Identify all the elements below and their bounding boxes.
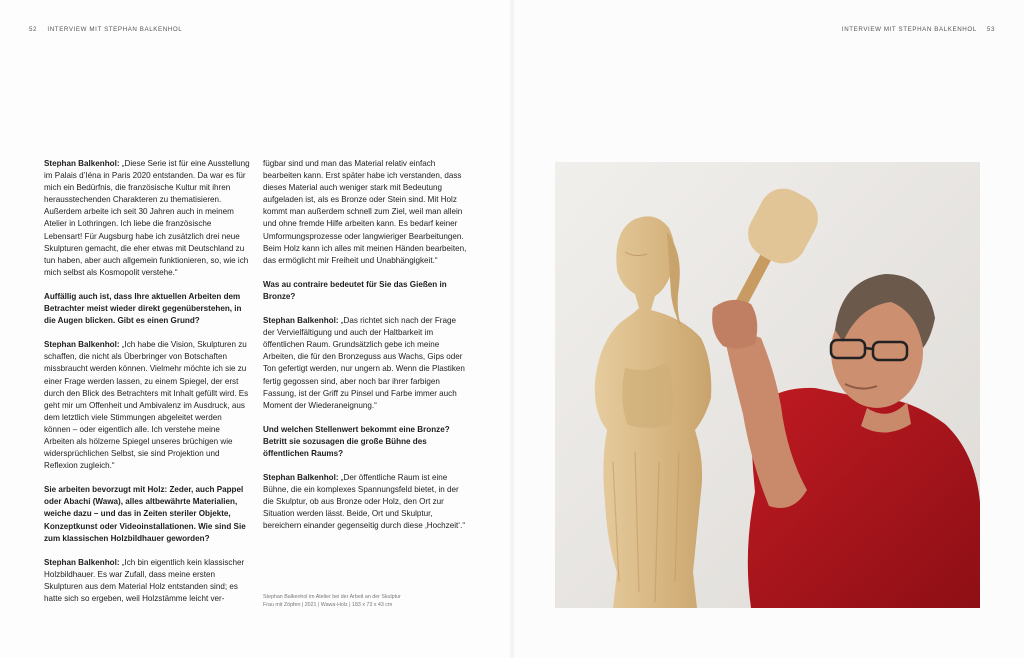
speaker-label: Stephan Balkenhol: <box>263 316 339 326</box>
text-column-1 <box>44 158 250 605</box>
answer-paragraph <box>263 315 469 412</box>
speaker-label: Stephan Balkenhol: <box>44 557 120 567</box>
running-head-right <box>842 26 995 33</box>
caption-line: Frau mit Zöpfen | 2021 | Wawa-Holz | 183 x 73 x 43 cm <box>263 602 393 608</box>
interview-question: Was au contraire bedeutet für Sie das Gießen in Bronze? <box>263 279 447 301</box>
answer-paragraph <box>44 557 250 605</box>
answer-paragraph <box>44 339 250 472</box>
answer-text: „Das richtet sich nach der Frage der Vervielfältigung und auch der Haltbarkeit im öffentlichen Raum. Grundsätzlich gebe ich meine Arbeiten, die für den Bronzeguss aus Wachs, Gips oder Ton gefertigt werden, nur ungern ab. Wenn die Plastiken fertig gegossen sind, aber noch bar ihrer farbigen Fassung, ist der Griff zu Pinsel und Farbe immer auch Moment der Wiederaneignung.“ <box>263 316 465 410</box>
page-number-right: 53 <box>986 26 995 33</box>
artist-photo <box>555 162 980 608</box>
running-title-right: INTERVIEW MIT STEPHAN BALKENHOL <box>841 26 977 33</box>
answer-text: „Ich bin eigentlich kein klassischer Holzbildhauer. Es war Zufall, dass meine ersten Skulpturen aus dem Material Holz entstanden sind; es hatte sich so ergeben, weil Holzstämme leicht ver- <box>44 557 245 603</box>
running-head-left <box>29 26 182 33</box>
answer-text: „Ich habe die Vision, Skulpturen zu schaffen, die nicht als Überbringer von Botschaften missbraucht werden können. Vielmehr möchte ich sie zu einer Frage werden lassen, zu einem Spiegel, der erst durch den Blick des Betrachters mit Inhalt gefüllt wird. Es geht mir um Offenheit und Ambivalenz im Ausdruck, aus dem letztlich viele Stimmungen abgeleitet werden können – oder eigentlich alle. Ich verstehe meine Arbeiten als hölzerne Spiegel unseres brüchigen wie widersprüchlichen Selbst, sie sind Projektion und Reflexion zugleich.“ <box>44 340 249 471</box>
caption-line: Stephan Balkenhol im Atelier bei der Arbeit an der Skulptur <box>263 594 401 600</box>
photo-illustration <box>555 162 980 608</box>
sculpture-arm <box>622 362 673 428</box>
answer-continuation: fügbar sind und man das Material relativ einfach bearbeiten kann. Erst später habe ich verstanden, dass dieses Material auch weniger stark mit Bedeutung aufgeladen ist, als es Bronze oder Stein sind. Mit Holz kommt man außerdem schnell zum Ziel, weil man allein und ohne fremde Hilfe arbeiten kann. Es bedarf keiner Umformungsprozesse oder langwieriger Bearbeitungen. Beim Holz kann ich alles mit meinen Händen bearbeiten, das ermöglicht mir Freiheit und Unabhängigkeit.“ <box>263 159 467 265</box>
text-column-2 <box>263 158 469 533</box>
page-gutter <box>509 0 515 658</box>
speaker-label: Stephan Balkenhol: <box>44 340 120 350</box>
interview-question: Und welchen Stellenwert bekommt eine Bronze? Betritt sie sozusagen die große Bühne des öffentlichen Raums? <box>263 424 450 458</box>
answer-text: „Diese Serie ist für eine Ausstellung im Palais d’Iéna in Paris 2020 entstanden. Da war es für mich ein Bedürfnis, die französische Kultur mit ihren herausstechenden Charakteren zu thematisieren. Außerdem arbeite ich seit 30 Jahren auch in meinem Atelier in Lothringen. Ich liebe die französische Lebensart! Für Augsburg habe ich zusätzlich drei neue Skulpturen gemacht, die eher etwas mit Deutschland zu tun haben, aber auch allgemein funktionieren, so, wie ich mich selbst als Kosmopolit verstehe.“ <box>44 159 250 277</box>
interview-question: Auffällig auch ist, dass Ihre aktuellen Arbeiten dem Betrachter meist wieder direkt gegenüberstehen, in die Augen blicken. Gibt es einen Grund? <box>44 291 242 326</box>
answer-paragraph <box>263 472 469 532</box>
running-title-left: INTERVIEW MIT STEPHAN BALKENHOL <box>47 26 183 33</box>
speaker-label: Stephan Balkenhol: <box>263 473 339 483</box>
interview-question: Sie arbeiten bevorzugt mit Holz: Zeder, auch Pappel oder Abachi (Wawa), alles altbewährte Materialien, weiche dazu – und das in Zeiten steriler Objekte, Konzeptkunst oder Videoinstallationen. Wie sind Sie zum klassischen Holzbildhauer geworden? <box>44 485 246 543</box>
answer-text: „Der öffentliche Raum ist eine Bühne, die ein komplexes Spannungsfeld bietet, in der die Skulptur, ob aus Bronze oder Holz, den Ort zur Situation werden lässt. Beide, Ort und Skulptur, bereichern einander gegenseitig durch diese ‚Hochzeit‘.“ <box>263 473 466 531</box>
photo-caption <box>263 593 483 609</box>
speaker-label: Stephan Balkenhol: <box>44 159 120 168</box>
page-number-left: 52 <box>29 26 38 33</box>
answer-paragraph <box>44 158 250 279</box>
